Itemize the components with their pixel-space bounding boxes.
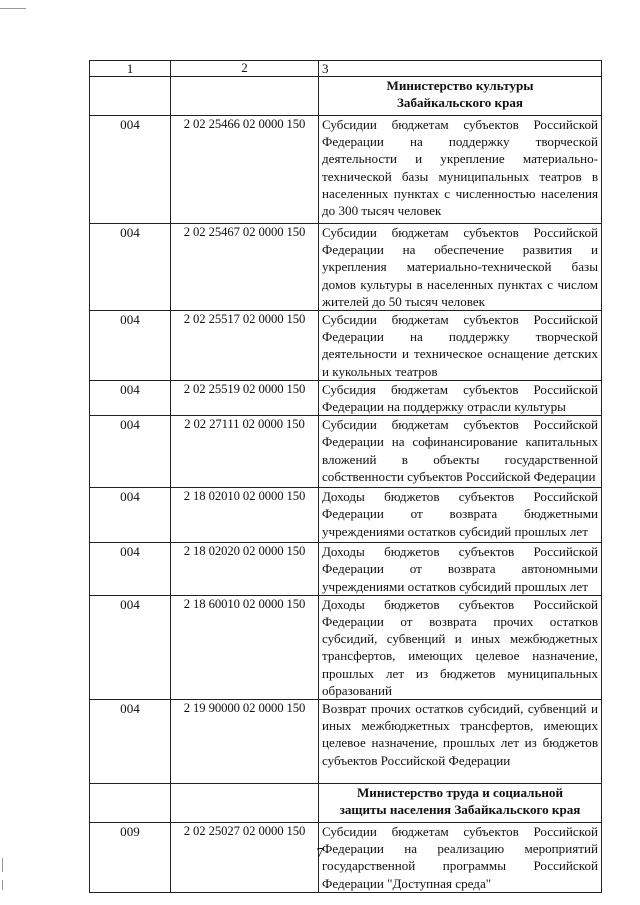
empty-cell	[90, 77, 171, 116]
ministry-row	[90, 77, 602, 116]
revenue-description-cell: Субсидии бюджетам субъектов Российской Федерации на поддержку творческой деятельности и укрепление материально-технической базы муниципальных театров в населенных пунктах с численностью населения до 300 тысяч человек	[319, 116, 602, 224]
table-row	[90, 380, 602, 415]
budget-code-cell: 2 02 25467 02 0000 150	[171, 224, 319, 311]
budget-code-cell: 2 02 25027 02 0000 150	[171, 823, 319, 893]
table-row	[90, 311, 602, 381]
admin-code-cell: 009	[90, 823, 171, 893]
budget-classification-table	[89, 60, 602, 893]
revenue-description-cell: Доходы бюджетов субъектов Российской Федерации от возврата автономными учреждениями остатков субсидий прошлых лет	[319, 543, 602, 596]
admin-code-cell: 004	[90, 416, 171, 488]
budget-code-cell: 2 02 25466 02 0000 150	[171, 116, 319, 224]
budget-code-cell: 2 02 27111 02 0000 150	[171, 416, 319, 488]
scan-edge-mark	[0, 8, 26, 9]
header-col-1: 1	[90, 61, 171, 77]
admin-code-cell: 004	[90, 224, 171, 311]
table-row	[90, 224, 602, 311]
revenue-description-cell: Доходы бюджетов субъектов Российской Федерации от возврата бюджетными учреждениями остатков субсидий прошлых лет	[319, 488, 602, 543]
table-row	[90, 700, 602, 784]
scan-edge-mark	[2, 880, 3, 890]
table-row	[90, 116, 602, 224]
empty-cell	[171, 784, 319, 823]
revenue-description-cell: Субсидии бюджетам субъектов Российской Федерации на поддержку творческой деятельности и техническое оснащение детских и кукольных театров	[319, 311, 602, 381]
ministry-heading: Министерство культуры Забайкальского края	[319, 77, 602, 116]
admin-code-cell: 004	[90, 311, 171, 381]
revenue-description-cell: Доходы бюджетов субъектов Российской Федерации от возврата прочих остатков субсидий, субвенций и иных межбюджетных трансфертов, имеющих целевое назначение, прошлых лет из бюджетов муниципальных образований	[319, 595, 602, 699]
revenue-description-cell: Субсидия бюджетам субъектов Российской Федерации на поддержку отрасли культуры	[319, 380, 602, 415]
admin-code-cell: 004	[90, 488, 171, 543]
revenue-description-cell: Субсидии бюджетам субъектов Российской Федерации на софинансирование капитальных вложений в объекты государственной собственности субъектов Российской Федерации	[319, 416, 602, 488]
table-row	[90, 595, 602, 699]
header-col-3: 3	[319, 61, 602, 77]
budget-code-cell: 2 18 60010 02 0000 150	[171, 595, 319, 699]
revenue-description-cell: Субсидии бюджетам субъектов Российской Федерации на реализацию мероприятий государственной программы Российской Федерации "Доступная среда"	[319, 823, 602, 893]
budget-code-cell: 2 18 02020 02 0000 150	[171, 543, 319, 596]
header-col-2: 2	[171, 61, 319, 77]
table-row	[90, 543, 602, 596]
revenue-description-cell: Субсидии бюджетам субъектов Российской Федерации на обеспечение развития и укрепления материально-технической базы домов культуры в населенных пунктах с числом жителей до 50 тысяч человек	[319, 224, 602, 311]
revenue-description-cell: Возврат прочих остатков субсидий, субвенций и иных межбюджетных трансфертов, имеющих целевое назначение, прошлых лет из бюджетов субъектов Российской Федерации	[319, 700, 602, 784]
ministry-heading: Министерство труда и социальной защиты населения Забайкальского края	[319, 784, 602, 823]
empty-cell	[171, 77, 319, 116]
scan-edge-mark	[2, 858, 3, 872]
ministry-row	[90, 784, 602, 823]
budget-code-cell: 2 19 90000 02 0000 150	[171, 700, 319, 784]
admin-code-cell: 004	[90, 543, 171, 596]
budget-code-cell: 2 18 02010 02 0000 150	[171, 488, 319, 543]
admin-code-cell: 004	[90, 380, 171, 415]
budget-code-cell: 2 02 25519 02 0000 150	[171, 380, 319, 415]
admin-code-cell: 004	[90, 700, 171, 784]
empty-cell	[90, 784, 171, 823]
table-header-row	[90, 61, 602, 77]
budget-code-cell: 2 02 25517 02 0000 150	[171, 311, 319, 381]
table-row	[90, 416, 602, 488]
admin-code-cell: 004	[90, 116, 171, 224]
admin-code-cell: 004	[90, 595, 171, 699]
table-row	[90, 488, 602, 543]
page-number: 7	[316, 846, 324, 861]
